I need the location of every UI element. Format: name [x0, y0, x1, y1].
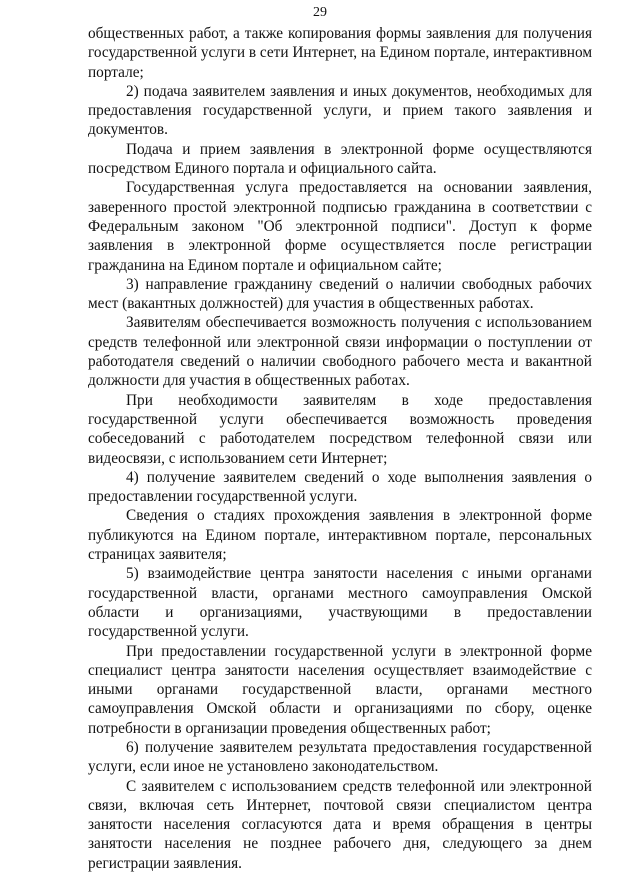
- paragraph-3: Подача и прием заявления в электронной форме осуществляются посредством Единого портала и официального сайта.: [88, 140, 592, 178]
- paragraph-7: При необходимости заявителям в ходе предоставления государственной услуги обеспечивается возможность проведения собеседований с работодателем посредством телефонной связи или видеосвязи, с использованием сети Интернет;: [88, 391, 592, 467]
- paragraph-1: общественных работ, а также копирования формы заявления для получения государственной услуги в сети Интернет, на Едином портале, интерактивном портале;: [88, 25, 593, 81]
- paragraph-13: С заявителем с использованием средств телефонной или электронной связи, включая сеть Интернет, почтовой связи специалистом центра занятости населения согласуются дата и время обращения в центры занятости населения не позднее рабочего дня, следующего за днем регистрации заявления.: [88, 777, 592, 872]
- paragraph-11: При предоставлении государственной услуги в электронной форме специалист центра занятости населения осуществляет взаимодействие с иными органами государственной власти, органами местного самоуправления Омской области и организациями по сбору, оценке потребности в организации проведения общественных работ;: [88, 642, 592, 737]
- paragraph-9: Сведения о стадиях прохождения заявления в электронной форме публикуются на Едином портале, интерактивном портале, персональных страницах заявителя;: [88, 507, 592, 564]
- page-number: 29: [313, 5, 327, 20]
- paragraph-6: Заявителям обеспечивается возможность получения с использованием средств телефонной или электронной связи информации о поступлении от работодателя сведений о наличии свободного рабочего места и вакантной должности для участия в общественных работах.: [88, 314, 592, 390]
- paragraph-2: 2) подача заявителем заявления и иных документов, необходимых для предоставления государственной услуги, и прием такого заявления и документов.: [88, 82, 592, 139]
- paragraph-10: 5) взаимодействие центра занятости населения с иными органами государственной власти, органами местного самоуправления Омской области и организациями, участвующими в предоставлении государственной услуги.: [88, 565, 592, 641]
- paragraph-8: 4) получение заявителем сведений о ходе выполнения заявления о предоставлении государственной услуги.: [88, 468, 592, 506]
- paragraph-4: Государственная услуга предоставляется на основании заявления, заверенного простой электронной подписью гражданина в соответствии с Федеральным законом "Об электронной подписи". Доступ к форме заявления в электронной форме осуществляется после регистрации гражданина на Едином портале и официальном сайте;: [88, 179, 592, 274]
- paragraph-12: 6) получение заявителем результата предоставления государственной услуги, если иное не установлено законодательством.: [88, 738, 592, 776]
- document-body: [88, 24, 592, 873]
- paragraph-5: 3) направление гражданину сведений о наличии свободных рабочих мест (вакантных должностей) для участия в общественных работах.: [88, 275, 592, 313]
